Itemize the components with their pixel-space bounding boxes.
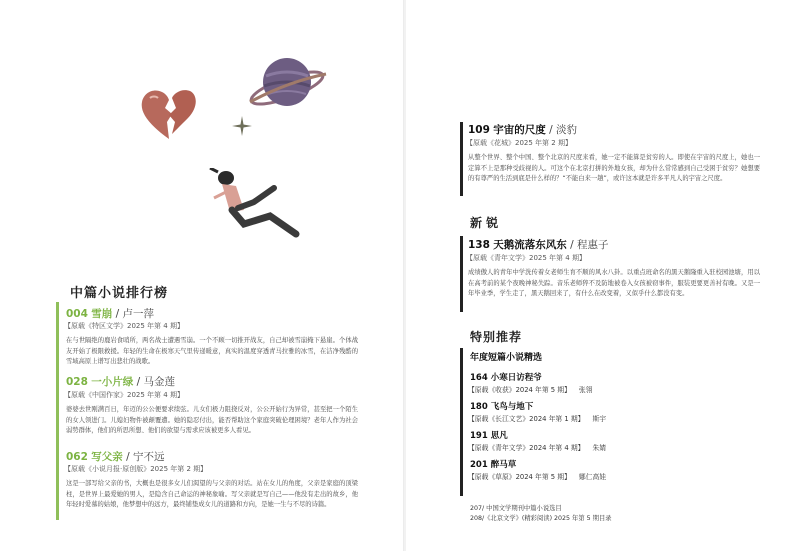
page-number: 028 [66, 376, 88, 388]
footer-line: 208/《北京文学》(精彩阅读) 2025 年第 5 期目录 [470, 515, 612, 522]
rec-source [468, 471, 606, 481]
story-heading: 028 一小片绿 / 马金莲 [66, 376, 175, 388]
page-number: 180 [470, 402, 488, 412]
story-excerpt: 成绩傲人的青年中学洗传着女老师生育不顺的风水八卦。以重点班命名的黑天鹅隆重入驻校园池塘，用以在高考前的某个夜晚神秘失踪。音乐老师猝不及防地被卷入女孩被窃事件，服装更要更善衬有晚。又是一年毕业季，学生走了，黑天鹅回来了，有什么在改变着，又似乎什么都没有变。 [468, 269, 760, 298]
section-title-new: 新 锐 [470, 216, 499, 230]
story-excerpt: 这是一部写给父亲的书，大概也是很多女儿们渴望的与父亲的对话。站在女儿的角度，父亲是家庭的顶梁柱，是世界上最爱她的男人，是隐含自己命运的神秘象喻。写父亲就是写自己——他没有走出的故乡，他年轻时爱慕的姑娘，他梦想中的远方，最终铺垫成女儿的道路和方向，是她一生与不尽的诗篇。 [66, 480, 358, 509]
special-bar [460, 348, 463, 496]
page-number: 109 [468, 124, 490, 136]
page-number: 201 [470, 460, 488, 470]
sparkle-icon [232, 116, 252, 136]
rec-title [470, 458, 516, 470]
rec-source-text: 【原载《草原》2024 年第 5 期】 [468, 473, 571, 481]
story-author: 程惠子 [577, 239, 609, 251]
story-source: 【原载《花城》2025 年第 2 期】 [466, 139, 572, 147]
story-excerpt: 在与世隔绝的鹿岩食哨所，两名战士遭遇雪崩。一个不顾一切推开战友，自己却被雪崩掩下悬崖。个体战友开始了极限救援。年轻的生命在极寒天气里传递暖意，真实的温度穿透青马拉雅的冰雪，在洁净残酷的雪域高原上谱写出悲壮的战歌。 [66, 337, 358, 366]
rec-author: 斯宇 [592, 415, 607, 423]
broken-heart-icon [138, 84, 200, 142]
story-source: 【原载《青年文学》2025 年第 4 期】 [466, 254, 586, 262]
rec-author: 朱婧 [592, 444, 607, 452]
story-title: 一小片绿 [91, 376, 134, 388]
rec-source [468, 413, 606, 423]
rec-source [468, 442, 606, 452]
rec-name: 小寒日访程爷 [490, 373, 542, 383]
rec-name: 思凡 [490, 431, 508, 441]
story-heading: 138 天鹅流落东风东 / 程惠子 [468, 239, 609, 251]
story-excerpt: 从整个世界、整个中国、整个北京的尺度来看，她一定不能算是贫穷的人。即使在宇宙的尺度上，她也一定算不上是那种受歧视的人。可这个在北京打拼的外地女孩，却为什么常常感到自己受困于贫穷？她想要的有尊严的生活到底是什么样的？“不能白来一趟”，或许这本就是许多平凡人的宇宙之尺度。 [468, 154, 760, 183]
new-entry-bar [460, 236, 463, 312]
story-title: 写父亲 [91, 451, 123, 463]
falling-person-icon [208, 168, 300, 240]
page-number: 138 [468, 239, 490, 251]
rec-title [470, 400, 533, 412]
rec-source-text: 【原载《长江文艺》2024 年第 1 期】 [468, 415, 585, 423]
rec-title [470, 371, 542, 383]
story-author: 宁不远 [133, 451, 165, 463]
annual-title: 年度短篇小说精选 [470, 353, 543, 363]
planet-icon [246, 48, 328, 120]
rec-source-text: 【原载《青年文学》2024 年第 4 期】 [468, 444, 585, 452]
story-source: 【原载《中国作家》2025 年第 4 期】 [64, 391, 184, 399]
story-title: 天鹅流落东风东 [493, 239, 567, 251]
page-number: 164 [470, 373, 488, 383]
rec-name: 飞鸟与地下 [490, 402, 534, 412]
story-excerpt: 婆婆去世刚满百日，年迈的公公便要求续弦。儿女们极力阻挠反对，公公开始行为异常，甚至把一个陌生的女人领进门。儿媳妇物件被颠覆遭。她的隐忍付出，能否帮助这个家庭突破伦理困境？老年人作为社会弱势群体，他们的所思所想、他们的欲望与需求应该被更多人看见。 [66, 406, 358, 435]
story-author: 马金莲 [143, 376, 175, 388]
page-number: 004 [66, 308, 88, 320]
footer-line: 207/ 中国文学期刊中篇小说选目 [470, 505, 562, 512]
story-source: 【原载《特区文学》2025 年第 4 期】 [64, 322, 184, 330]
section-title-special: 特别推荐 [470, 330, 523, 344]
rec-name: 醉马草 [490, 460, 517, 470]
section-accent-bar [56, 302, 59, 520]
top-entry-bar [460, 122, 463, 196]
section-title: 中篇小说排行榜 [70, 286, 169, 301]
story-author: 淡豹 [556, 124, 577, 136]
story-source: 【原载《小说月报·原创版》2025 年第 2 期】 [64, 465, 208, 473]
page-number: 062 [66, 451, 88, 463]
story-heading: 004 雪崩 / 卢一萍 [66, 308, 154, 320]
story-heading: 109 宇宙的尺度 / 淡豹 [468, 124, 577, 136]
rec-author: 娜仁高娃 [578, 473, 607, 481]
story-author: 卢一萍 [122, 308, 154, 320]
story-title: 雪崩 [91, 308, 113, 320]
right-page [406, 0, 810, 551]
left-page [0, 0, 404, 551]
rec-source-text: 【原载《收获》2024 年第 5 期】 [468, 386, 571, 394]
story-heading: 062 写父亲 / 宁不远 [66, 451, 165, 463]
rec-title [470, 429, 508, 441]
rec-author: 张翎 [578, 386, 593, 394]
rec-source [468, 384, 592, 394]
story-title: 宇宙的尺度 [493, 124, 546, 136]
page-number: 191 [470, 431, 488, 441]
